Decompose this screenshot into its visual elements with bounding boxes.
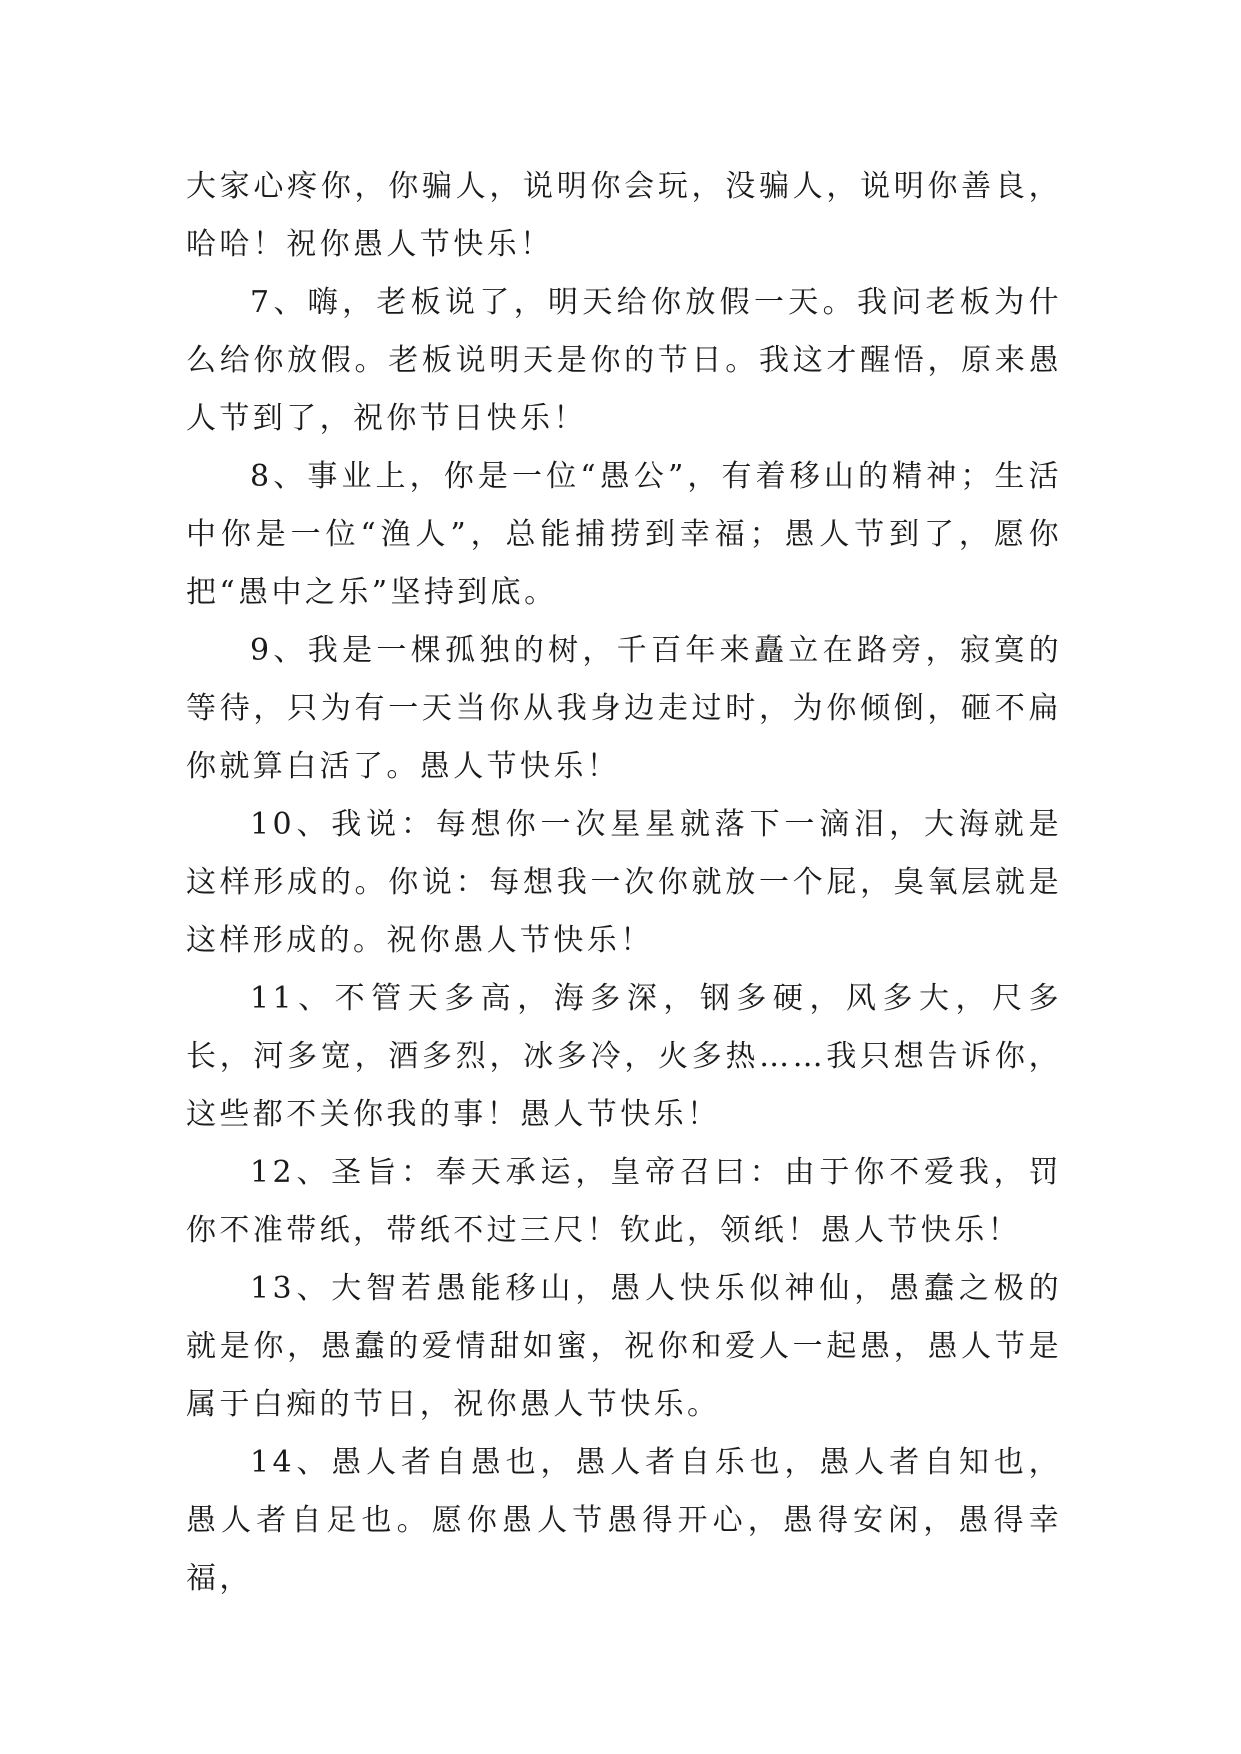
paragraph-continuation: 大家心疼你，你骗人，说明你会玩，没骗人，说明你善良，哈哈！祝你愚人节快乐！ [186, 169, 1062, 262]
paragraph-item-11: 11、不管天多高，海多深，钢多硬，风多大，尺多长，河多宽，酒多烈，冰多冷，火多热……我只想告诉你，这些都不关你我的事！愚人节快乐！ [186, 981, 1062, 1132]
paragraph-item-14: 14、愚人者自愚也，愚人者自乐也，愚人者自知也，愚人者自足也。愿你愚人节愚得开心，愚得安闲，愚得幸福， [186, 1445, 1062, 1596]
document-body [186, 158, 1062, 1608]
paragraph-item-7: 7、嗨，老板说了，明天给你放假一天。我问老板为什么给你放假。老板说明天是你的节日。我这才醒悟，原来愚人节到了，祝你节日快乐！ [186, 285, 1062, 436]
paragraph-item-10: 10、我说：每想你一次星星就落下一滴泪，大海就是这样形成的。你说：每想我一次你就放一个屁，臭氧层就是这样形成的。祝你愚人节快乐！ [186, 807, 1062, 958]
paragraph-item-12: 12、圣旨：奉天承运，皇帝召曰：由于你不爱我，罚你不准带纸，带纸不过三尺！钦此，领纸！愚人节快乐！ [186, 1155, 1062, 1248]
paragraph-item-9: 9、我是一棵孤独的树，千百年来矗立在路旁，寂寞的等待，只为有一天当你从我身边走过时，为你倾倒，砸不扁你就算白活了。愚人节快乐！ [186, 633, 1062, 784]
paragraph-item-8: 8、事业上，你是一位“愚公”，有着移山的精神；生活中你是一位“渔人”，总能捕捞到幸福；愚人节到了，愿你把“愚中之乐”坚持到底。 [186, 459, 1062, 610]
paragraph-item-13: 13、大智若愚能移山，愚人快乐似神仙，愚蠢之极的就是你，愚蠢的爱情甜如蜜，祝你和爱人一起愚，愚人节是属于白痴的节日，祝你愚人节快乐。 [186, 1271, 1062, 1422]
